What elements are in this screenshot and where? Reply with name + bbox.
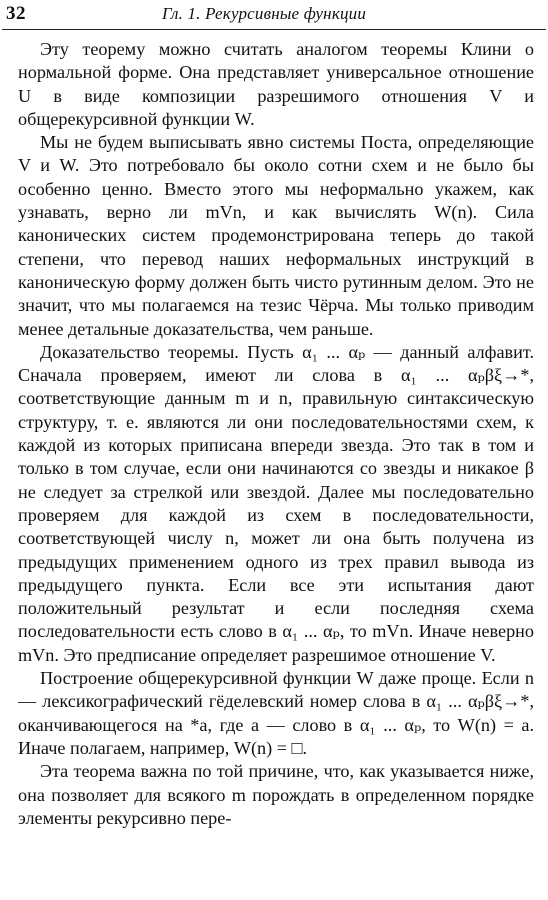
paragraph-3 (18, 341, 534, 667)
paragraph-3-text: Доказательство теоремы. Пусть α₁ ... αₚ — данный алфавит. Сначала проверяем, имеют ли слова в α₁ ... αₚβξ→*, соответствующие данным m и n, правильную синтаксическую структуру, т. е. являются ли они последовательностями схем, к каждой из которых приписана впереди звезда. Это так в том и только в том случае, если они начинаются со звезды и никакое β не следует за стрелкой или звездой. Далее мы последовательно проверяем для каждой из схем в последовательности, соответствующей числу n, может ли она быть получена из предыдущих применением одного из трех правил вывода из предыдущего пункта. Если все эти испытания дают положительный результат и если последняя схема последовательности есть слово в α₁ ... αₚ, то mVn. Иначе неверно mVn. Это предписание определяет разрешимое отношение V. (18, 341, 534, 665)
paragraph-4-text: Построение общерекурсивной функции W даже проще. Если n — лексикографический гёделевский номер слова в α₁ ... αₚβξ→*, оканчивающегося на *a, где a — слово в α₁ ... αₚ, то W(n) = a. Иначе полагаем, например, W(n) = □. (18, 668, 534, 758)
paragraph-5-text: Эта теорема важна по той причине, что, как указывается ниже, она позволяет для всякого m порождать в определенном порядке элементы рекурсивно пере- (18, 761, 534, 828)
paragraph-2-text: Мы не будем выписывать явно системы Поста, определяющие V и W. Это потребовало бы около сотни схем и не было бы особенно ценно. Вместо этого мы неформально укажем, как узнавать, верно ли mVn, и как вычислять W(n). Сила канонических систем продемонстрирована теперь до такой степени, что перевод наших неформальных инструкций в каноническую форму должен быть чисто рутинным делом. Это не значит, что мы полагаемся на тезис Чёрча. Мы только приводим менее детальные доказательства, чем раньше. (18, 132, 534, 339)
paragraph-4 (18, 667, 534, 760)
paragraph-1-text: Эту теорему можно считать аналогом теоремы Клини о нормальной форме. Она представляет универсальное отношение U в виде композиции разрешимого отношения V и общерекурсивной функции W. (18, 39, 534, 129)
running-head: Гл. 1. Рекурсивные функции (162, 4, 367, 23)
page-number: 32 (6, 3, 26, 24)
page-header (0, 0, 548, 30)
header-rule (2, 29, 546, 30)
body-text (18, 38, 534, 830)
paragraph-2 (18, 131, 534, 341)
paragraph-1 (18, 38, 534, 131)
paragraph-5 (18, 760, 534, 830)
